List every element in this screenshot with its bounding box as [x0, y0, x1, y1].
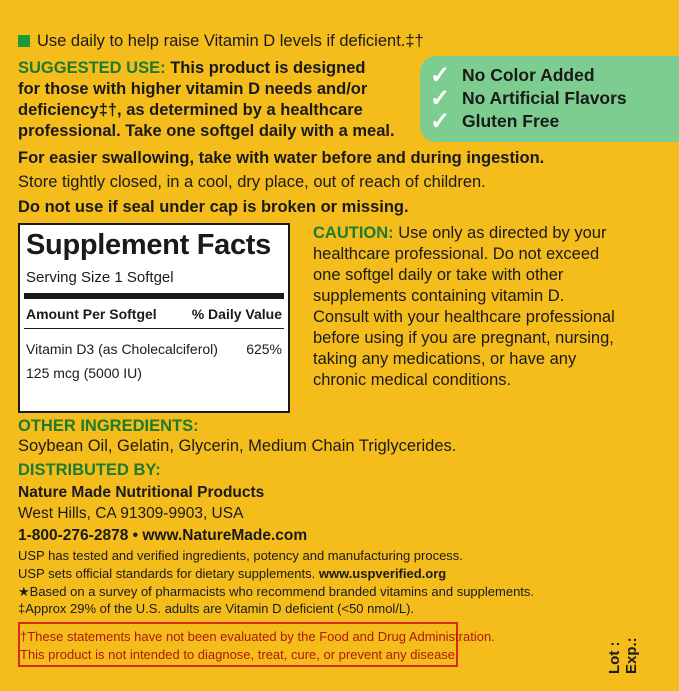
suggested-use-line: professional. Take one softgel daily with a meal.: [18, 122, 395, 140]
nutrient-daily-value: 625%: [246, 341, 282, 357]
nutrient-amount: 125 mcg (5000 IU): [26, 365, 142, 381]
badge-item-no-color: No Color Added: [462, 65, 595, 85]
dagger-footnote: ‡Approx 29% of the U.S. adults are Vitamin D deficient (<50 nmol/L).: [18, 601, 415, 616]
swallow-instruction: For easier swallowing, take with water before and during ingestion.: [18, 149, 545, 167]
supplement-facts-title: Supplement Facts: [26, 229, 271, 261]
usp-standards-text: USP sets official standards for dietary supplements.: [18, 566, 319, 581]
serving-size: Serving Size 1 Softgel: [26, 269, 174, 286]
daily-value-header: % Daily Value: [191, 306, 282, 322]
nutrient-name: Vitamin D3 (as Cholecalciferol): [26, 341, 218, 357]
caution-line: before using if you are pregnant, nursing,: [313, 329, 614, 347]
thin-divider: [24, 328, 284, 329]
usp-statement: USP has tested and verified ingredients, potency and manufacturing process.: [18, 548, 463, 563]
fda-disclaimer-box: [18, 622, 495, 667]
usp-standards: [18, 566, 446, 581]
supplement-facts-panel: [18, 223, 290, 413]
distributed-by-heading: DISTRIBUTED BY:: [18, 461, 161, 479]
free-from-badge: [420, 56, 679, 142]
star-footnote: ★Based on a survey of pharmacists who recommend branded vitamins and supplements.: [18, 584, 535, 599]
storage-instruction: Store tightly closed, in a cool, dry place, out of reach of children.: [18, 173, 486, 191]
fda-disclaimer-line: †These statements have not been evaluated by the Food and Drug Administration.: [20, 629, 495, 644]
suggested-use-line: deficiency‡†, as determined by a healthcare: [18, 101, 363, 119]
lot-exp-area: [606, 620, 642, 674]
caution-line: healthcare professional. Do not exceed: [313, 245, 600, 263]
distributor-phone-web: 1-800-276-2878 • www.NatureMade.com: [18, 527, 308, 544]
caution-section: [313, 223, 673, 391]
caution-line: Use only as directed by your: [398, 224, 607, 242]
suggested-use-line: This product is designed: [170, 59, 366, 77]
other-ingredients-text: Soybean Oil, Gelatin, Glycerin, Medium Chain Triglycerides.: [18, 437, 457, 455]
check-icon: ✓: [430, 85, 451, 112]
usp-url-link[interactable]: www.uspverified.org: [318, 566, 447, 581]
green-square-bullet-icon: [18, 35, 30, 47]
caution-line: one softgel daily or take with other: [313, 266, 564, 284]
suggested-use-section: [18, 58, 418, 142]
suggested-use-line: for those with higher vitamin D needs and/or: [18, 80, 368, 98]
check-icon: ✓: [430, 108, 451, 135]
intro-text: Use daily to help raise Vitamin D levels if deficient.‡†: [37, 32, 424, 50]
intro-line: [18, 32, 424, 51]
lot-label: Lot :: [606, 641, 623, 674]
caution-line: supplements containing vitamin D.: [313, 287, 565, 305]
check-icon: ✓: [430, 62, 451, 89]
badge-item-gluten-free: Gluten Free: [462, 111, 560, 131]
suggested-use-heading: SUGGESTED USE:: [18, 59, 166, 77]
caution-line: Consult with your healthcare professional: [313, 308, 615, 326]
seal-warning: Do not use if seal under cap is broken or missing.: [18, 198, 409, 216]
distributor-address: West Hills, CA 91309-9903, USA: [18, 505, 244, 522]
fda-disclaimer-line: This product is not intended to diagnose, treat, cure, or prevent any disease.: [20, 647, 459, 662]
distributor-name: Nature Made Nutritional Products: [18, 484, 265, 501]
caution-heading: CAUTION:: [313, 224, 394, 242]
caution-line: chronic medical conditions.: [313, 371, 512, 389]
caution-line: taking any medications, or have any: [313, 350, 577, 368]
badge-item-no-artificial-flavors: No Artificial Flavors: [462, 88, 627, 108]
exp-label: Exp.:: [623, 637, 640, 674]
other-ingredients-heading: OTHER INGREDIENTS:: [18, 417, 199, 435]
amount-per-header: Amount Per Softgel: [26, 306, 157, 322]
thick-divider: [24, 293, 284, 299]
